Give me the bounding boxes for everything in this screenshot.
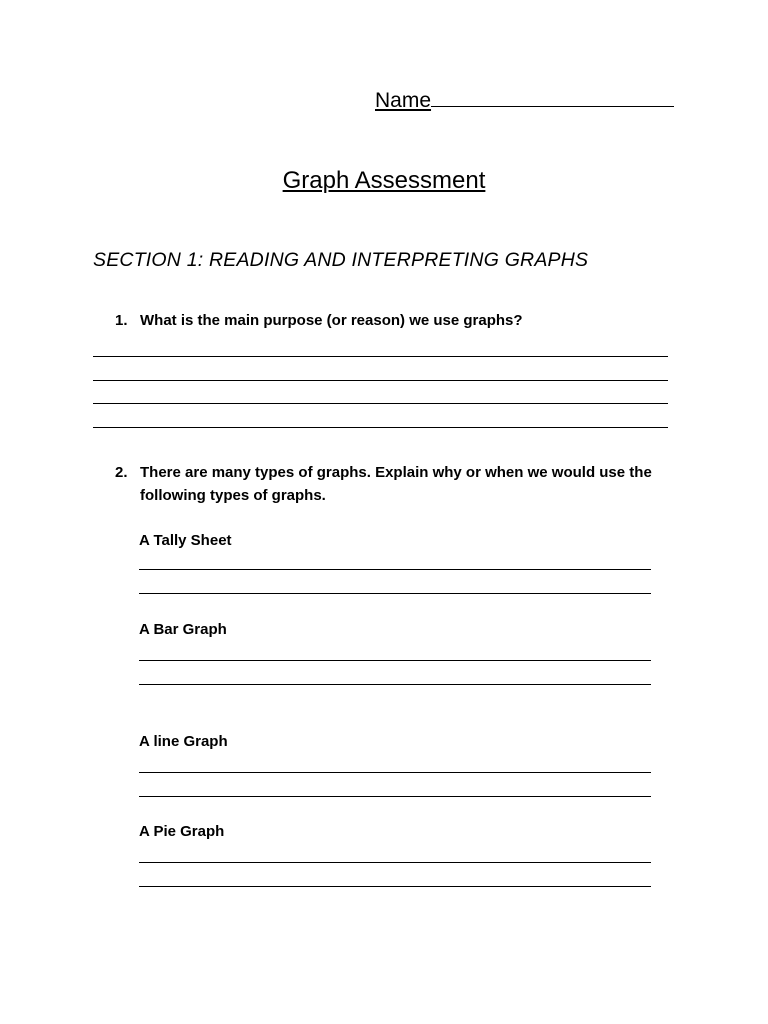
answer-line[interactable]	[139, 796, 651, 797]
answer-line[interactable]	[93, 356, 668, 357]
answer-line[interactable]	[139, 569, 651, 570]
answer-line[interactable]	[139, 660, 651, 661]
question-text: What is the main purpose (or reason) we use graphs?	[140, 312, 523, 329]
page-title	[0, 167, 768, 195]
question-2	[115, 461, 675, 507]
subquestion-label: A Tally Sheet	[139, 532, 232, 549]
question-text: There are many types of graphs. Explain why or when we would use the following types of graphs.	[140, 464, 652, 504]
answer-line[interactable]	[93, 380, 668, 381]
question-1	[115, 309, 523, 332]
section-heading: SECTION 1: READING AND INTERPRETING GRAPHS	[93, 249, 589, 271]
name-field[interactable]	[375, 88, 674, 113]
name-label: Name	[375, 89, 432, 112]
page-title-text: Graph Assessment	[282, 167, 486, 194]
subquestion-label: A Pie Graph	[139, 823, 225, 840]
answer-line[interactable]	[139, 886, 651, 887]
answer-line[interactable]	[139, 772, 651, 773]
question-number: 2.	[115, 464, 128, 481]
name-blank-line[interactable]	[431, 88, 674, 107]
answer-line[interactable]	[93, 427, 668, 428]
subquestion-label: A line Graph	[139, 733, 228, 750]
subquestion-label: A Bar Graph	[139, 621, 227, 638]
answer-line[interactable]	[139, 684, 651, 685]
question-number: 1.	[115, 312, 128, 329]
answer-line[interactable]	[93, 403, 668, 404]
answer-line[interactable]	[139, 593, 651, 594]
answer-line[interactable]	[139, 862, 651, 863]
